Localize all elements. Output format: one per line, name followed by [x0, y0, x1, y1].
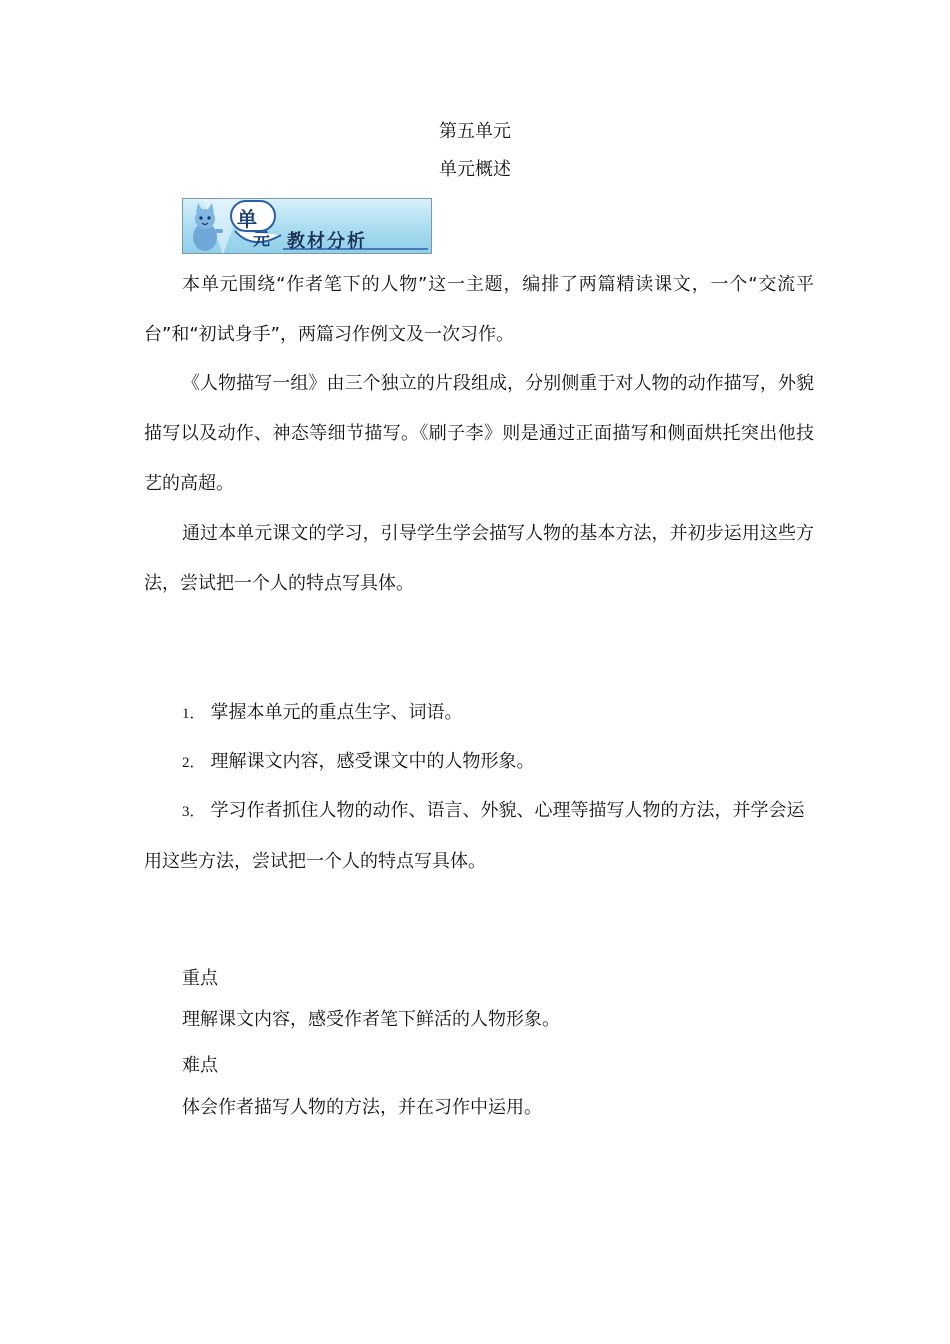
banner-char-top: 单: [237, 207, 257, 231]
goal-number: 2．: [182, 755, 205, 771]
goal-number: 3．: [182, 804, 205, 820]
goal-item: [144, 688, 814, 739]
analysis-paragraph: 本单元围绕“作者笔下的人物”这一主题，编排了两篇精读课文，一个“交流平台”和“初试身手”，两篇习作例文及一次习作。: [144, 274, 814, 345]
goal-text: 掌握本单元的重点生字、词语。: [210, 702, 463, 723]
goal-text: 理解课文内容，感受课文中的人物形象。: [210, 751, 535, 772]
key-point-text: 理解课文内容，感受作者笔下鲜活的人物形象。: [182, 1009, 560, 1030]
banner-caption: 教材分析: [287, 231, 367, 252]
goal-number: 1．: [182, 706, 205, 722]
analysis-paragraph: 《人物描写一组》由三个独立的片段组成，分别侧重于对人物的动作描写，外貌描写以及动作、神态等细节描写。《刷子李》则是通过正面描写和侧面烘托突出他技艺的高超。: [144, 373, 814, 494]
unit-title: 第五单元: [439, 121, 511, 142]
analysis-paragraph: 通过本单元课文的学习，引导学生学会描写人物的基本方法，并初步运用这些方法，尝试把一个人的特点写具体。: [144, 523, 814, 594]
difficulty-text: 体会作者描写人物的方法，并在习作中运用。: [182, 1097, 542, 1118]
key-point-label: 重点: [182, 968, 218, 989]
goal-item: [144, 786, 814, 887]
banner-char-bottom: 元: [253, 230, 270, 250]
section-banner: [182, 198, 432, 254]
goal-item: [144, 737, 814, 788]
difficulty-label: 难点: [182, 1055, 218, 1076]
unit-subtitle: 单元概述: [439, 159, 511, 180]
goal-text: 学习作者抓住人物的动作、语言、外貌、心理等描写人物的方法，并学会运用这些方法，尝试把一个人的特点写具体。: [144, 800, 805, 872]
